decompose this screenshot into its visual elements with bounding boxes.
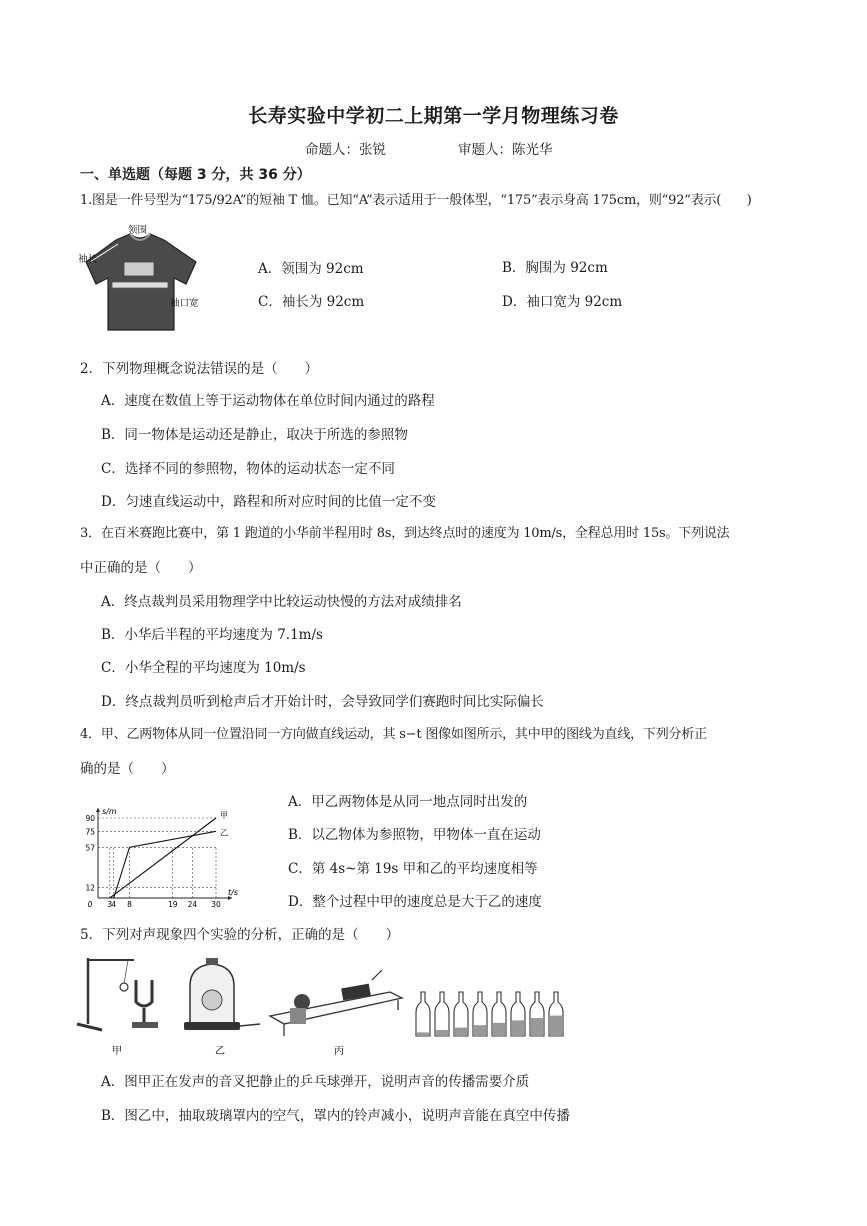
q3-stem-line1: 3．在百米赛跑比赛中，第 1 跑道的小华前半程用时 8s，到达终点时的速度为 10m/s，全程总用时 15s。下列说法 bbox=[80, 526, 730, 541]
q1-option-b: B．胸围为 92cm bbox=[502, 260, 608, 276]
y-tick-label: 57 bbox=[85, 843, 95, 853]
pingpong-ball bbox=[120, 983, 128, 991]
q2-stem: 2．下列物理概念说法错误的是（ ） bbox=[80, 361, 319, 377]
fig-label-jia: 甲 bbox=[112, 1046, 122, 1057]
q2-option-a: A．速度在数值上等于运动物体在单位时间内通过的路程 bbox=[101, 393, 435, 409]
bottle-water bbox=[512, 1020, 524, 1036]
q4-option-b: B．以乙物体为参照物，甲物体一直在运动 bbox=[288, 827, 541, 843]
tag-line bbox=[112, 282, 168, 288]
x-axis-label: t/s bbox=[228, 888, 238, 897]
x-tick-label: 0 bbox=[87, 900, 93, 909]
sleeve-label: 袖长 bbox=[78, 254, 98, 265]
x-tick-label: 3 bbox=[107, 900, 113, 909]
bottle bbox=[416, 992, 430, 1036]
y-tick-label: 90 bbox=[85, 814, 95, 823]
y-tick-label: 75 bbox=[85, 827, 95, 837]
fig-jia bbox=[77, 958, 158, 1030]
q1-option-d: D．袖口宽为 92cm bbox=[502, 294, 623, 310]
tshirt-figure bbox=[78, 222, 208, 337]
fig-bing bbox=[270, 970, 402, 1036]
page-title: 长寿实验中学初二上期第一学月物理练习卷 bbox=[248, 105, 619, 127]
q1-stem: 1.图是一件号型为“175/92A”的短袖 T 恤。已知“A”表示适用于一般体型，“175”表示身高 175cm，则“92”表示( ) bbox=[80, 193, 752, 208]
st-chart bbox=[78, 800, 248, 912]
y-axis-label: s/m bbox=[102, 807, 117, 816]
bottle-water bbox=[455, 1028, 467, 1036]
chart-layer bbox=[85, 807, 238, 909]
reviewer-line: 审题人：陈光华 bbox=[458, 142, 553, 158]
author-line: 命题人：张锐 bbox=[305, 142, 386, 158]
cuff-label: 袖口宽 bbox=[170, 298, 199, 309]
q1-option-a: A．领围为 92cm bbox=[258, 261, 364, 277]
q5-option-a: A．图甲正在发声的音叉把静止的乒乓球弹开，说明声音的传播需要介质 bbox=[101, 1074, 530, 1090]
x-tick-label: 4 bbox=[111, 900, 117, 909]
q4-option-c: C．第 4s~第 19s 甲和乙的平均速度相等 bbox=[288, 861, 538, 877]
bottle-water bbox=[417, 1032, 429, 1036]
label-tag bbox=[124, 262, 154, 276]
x-tick-label: 19 bbox=[167, 900, 178, 909]
x-tick-label: 8 bbox=[127, 900, 132, 909]
q4-option-a: A．甲乙两物体是从同一地点同时出发的 bbox=[288, 794, 528, 810]
q2-option-c: C．选择不同的参照物，物体的运动状态一定不同 bbox=[101, 461, 395, 477]
bottle-water bbox=[474, 1025, 486, 1036]
bottle bbox=[435, 992, 449, 1036]
collar-label: 领围 bbox=[128, 225, 148, 236]
q3-option-d: D．终点裁判员听到枪声后才开始计时，会导致同学们赛跑时间比实际偏长 bbox=[101, 694, 544, 710]
x-tick-label: 30 bbox=[211, 900, 221, 909]
bottle-water bbox=[531, 1018, 543, 1036]
series-label: 乙 bbox=[220, 828, 228, 838]
q5-option-b: B．图乙中，抽取玻璃罩内的空气，罩内的铃声减小，说明声音能在真空中传播 bbox=[101, 1108, 570, 1124]
q1-option-c: C．袖长为 92cm bbox=[258, 294, 365, 310]
q5-stem: 5．下列对声现象四个实验的分析，正确的是（ ） bbox=[80, 927, 400, 943]
y-tick-label: 12 bbox=[85, 883, 95, 893]
q3-option-b: B．小华后半程的平均速度为 7.1m/s bbox=[101, 627, 323, 643]
table bbox=[270, 992, 402, 1024]
q3-option-c: C．小华全程的平均速度为 10m/s bbox=[101, 660, 306, 676]
bell bbox=[202, 990, 222, 1010]
q3-stem-line2: 中正确的是（ ） bbox=[80, 560, 202, 576]
fig-label-bing: 丙 bbox=[334, 1046, 344, 1057]
y-axis-arrow bbox=[96, 808, 100, 812]
x-tick-label: 24 bbox=[187, 900, 198, 909]
q2-option-d: D．匀速直线运动中，路程和所对应时间的比值一定不变 bbox=[101, 494, 436, 510]
fig-yi bbox=[184, 958, 260, 1030]
series-line-yi bbox=[114, 831, 216, 898]
q4-stem-line2: 确的是（ ） bbox=[80, 761, 175, 777]
q2-option-b: B．同一物体是运动还是静止，取决于所选的参照物 bbox=[101, 427, 408, 443]
tuning-fork bbox=[136, 980, 152, 1006]
bottles-row bbox=[416, 992, 563, 1036]
section-heading: 一、单选题（每题 3 分，共 36 分） bbox=[80, 167, 311, 183]
fig-label-yi: 乙 bbox=[215, 1046, 225, 1057]
bottle-water bbox=[493, 1023, 505, 1036]
q4-option-d: D．整个过程中甲的速度总是大于乙的速度 bbox=[288, 894, 542, 910]
q4-stem-line1: 4．甲、乙两物体从同一位置沿同一方向做直线运动，其 s−t 图像如图所示，其中甲的图线为直线，下列分析正 bbox=[80, 727, 707, 742]
bottle-water bbox=[550, 1016, 562, 1036]
series-label: 甲 bbox=[220, 811, 228, 820]
bottle-water bbox=[436, 1030, 448, 1036]
sound-experiments-figure bbox=[72, 952, 572, 1058]
q3-option-a: A．终点裁判员采用物理学中比较运动快慢的方法对成绩排名 bbox=[101, 594, 462, 610]
